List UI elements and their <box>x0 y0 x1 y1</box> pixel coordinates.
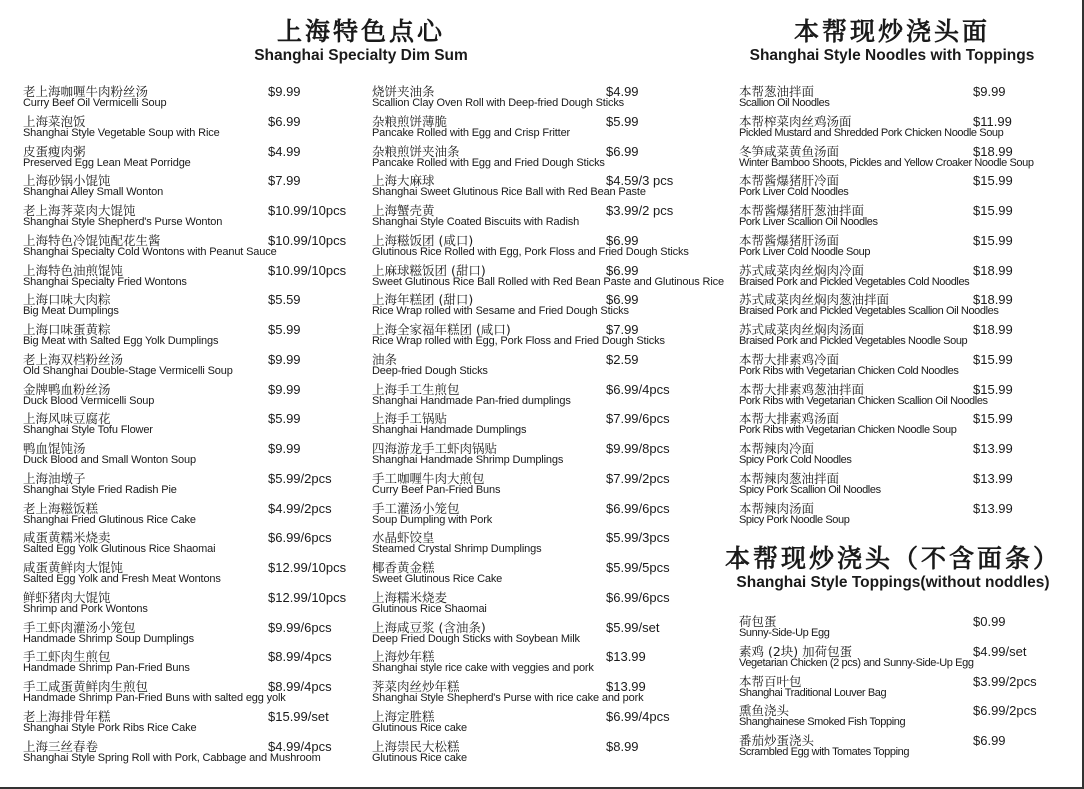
menu-item-price: $6.99/4pcs <box>606 381 670 397</box>
menu-item <box>23 292 363 322</box>
menu-item-name-en: Deep-fried Dough Sticks <box>372 364 488 377</box>
menu-item <box>23 173 363 203</box>
menu-item-price: $4.99/4pcs <box>268 738 332 754</box>
menu-item-price: $12.99/10pcs <box>268 560 347 575</box>
menu-item-price: $4.99 <box>606 84 639 99</box>
menu-item-price: $6.99 <box>606 292 639 308</box>
menu-item-price: $15.99 <box>973 351 1013 367</box>
menu-item-name-zh: 杂粮煎饼薄脆 <box>372 113 448 129</box>
menu-item-price: $18.99 <box>973 262 1013 278</box>
menu-item-name-en: Shanghainese Smoked Fish Topping <box>739 716 906 729</box>
menu-item-name-en: Rice Wrap rolled with Egg, Pork Floss and Fried Dough Sticks <box>372 335 665 347</box>
menu-item-name-en: Big Meat with Salted Egg Yolk Dumplings <box>23 335 219 347</box>
menu-item-name-zh: 苏式咸菜肉丝焖肉葱油拌面 <box>739 292 890 308</box>
menu-item-name-zh: 上海定胜糕 <box>372 708 435 724</box>
menu-item <box>23 203 363 233</box>
menu-item-name-en: Glutinous Rice Shaomai <box>372 602 487 615</box>
menu-item-price: $9.99 <box>268 441 301 456</box>
menu-item <box>372 441 732 471</box>
menu-item-name-zh: 本帮百叶包 <box>739 673 802 689</box>
menu-item-name-zh: 本帮大排素鸡葱油拌面 <box>739 381 865 397</box>
menu-item <box>23 471 363 501</box>
menu-item-name-zh: 上海风味豆腐花 <box>23 411 111 427</box>
menu-item <box>372 739 732 769</box>
menu-item-name-zh: 冬笋咸菜黄鱼汤面 <box>739 143 840 159</box>
menu-item <box>23 263 363 293</box>
menu-item <box>739 501 1069 531</box>
menu-item-price: $15.99 <box>973 381 1013 397</box>
menu-item-price: $7.99/6pcs <box>606 411 670 427</box>
dimsum-column-2 <box>372 84 732 768</box>
menu-item-name-zh: 上海手工生煎包 <box>372 381 460 397</box>
menu-item-price: $5.99/5pcs <box>606 560 670 575</box>
menu-item-name-en: Shrimp and Pork Wontons <box>23 602 148 615</box>
menu-item-price: $7.99/2pcs <box>606 470 670 486</box>
menu-item-price: $5.99 <box>606 113 639 129</box>
menu-item-price: $3.99/2 pcs <box>606 203 674 218</box>
menu-item <box>23 84 363 114</box>
menu-item-name-zh: 咸蛋黄鲜肉大馄饨 <box>23 560 124 575</box>
menu-item-price: $18.99 <box>973 322 1013 337</box>
menu-item-price: $5.99/3pcs <box>606 530 670 546</box>
menu-item-name-zh: 上海特色冷馄饨配花生酱 <box>23 232 161 248</box>
noodles-column <box>739 84 1069 530</box>
menu-item-price: $15.99 <box>973 173 1013 189</box>
menu-item-name-zh: 手工虾肉生煎包 <box>23 649 111 665</box>
menu-item <box>372 530 732 560</box>
menu-item-name-zh: 金牌鸭血粉丝汤 <box>23 381 111 397</box>
menu-item <box>372 649 732 679</box>
menu-item-price: $10.99/10pcs <box>268 232 347 248</box>
menu-item <box>739 114 1069 144</box>
menu-item-name-zh: 老上海糍饭糕 <box>23 500 99 516</box>
menu-item <box>739 173 1069 203</box>
menu-item-name-zh: 苏式咸菜肉丝焖肉冷面 <box>739 262 865 278</box>
menu-item-name-zh: 鸭血馄饨汤 <box>23 441 86 456</box>
noodles-title-en: Shanghai Style Noodles with Toppings <box>749 47 1035 64</box>
menu-item-name-en: Winter Bamboo Shoots, Pickles and Yellow Croaker Noodle Soup <box>739 156 1034 169</box>
menu-item-name-en: Soup Dumpling with Pork <box>372 513 493 526</box>
menu-item <box>739 644 1069 674</box>
menu-item <box>739 84 1069 114</box>
menu-item <box>739 441 1069 471</box>
menu-item-name-en: Shanghai Alley Small Wonton <box>23 186 164 199</box>
menu-item-name-en: Pork Liver Cold Noodle Soup <box>739 245 871 258</box>
menu-item <box>23 352 363 382</box>
menu-item-name-en: Salted Egg Yolk Glutinous Rice Shaomai <box>23 543 216 556</box>
menu-item-name-en: Pork Liver Cold Noodles <box>739 186 849 199</box>
menu-item <box>372 263 732 293</box>
menu-item <box>372 233 732 263</box>
menu-item-price: $13.99 <box>606 679 646 694</box>
menu-item-name-en: Shanghai Style Tofu Flower <box>23 424 153 437</box>
menu-item-name-en: Shanghai Style Pork Ribs Rice Cake <box>23 721 197 734</box>
menu-item-name-en: Shanghai Style Spring Roll with Pork, Cabbage and Mushroom <box>23 751 321 764</box>
menu-item-name-en: Scallion Oil Noodles <box>739 97 830 109</box>
menu-item-name-zh: 烧饼夹油条 <box>372 84 435 99</box>
menu-item-name-en: Glutinous Rice cake <box>372 721 467 734</box>
menu-item-price: $15.99 <box>973 411 1013 427</box>
menu-item-name-zh: 上海三丝春卷 <box>23 738 99 754</box>
menu-item-price: $5.99/set <box>606 619 660 635</box>
menu-item-name-zh: 四海游龙手工虾肉锅贴 <box>372 441 498 456</box>
menu-item-price: $6.99/6pcs <box>606 500 670 516</box>
menu-item <box>739 674 1069 704</box>
menu-item <box>739 322 1069 352</box>
menu-item-name-en: Shanghai Sweet Glutinous Rice Ball with Red Bean Paste <box>372 186 646 199</box>
menu-item-name-en: Glutinous Rice cake <box>372 751 467 764</box>
menu-item-name-zh: 本帮辣肉冷面 <box>739 441 815 456</box>
menu-item-name-zh: 上海蟹壳黄 <box>372 203 435 218</box>
menu-item-name-en: Pancake Rolled with Egg and Fried Dough Sticks <box>372 156 605 169</box>
menu-item-name-zh: 上海全家福年糕团 (咸口) <box>372 322 511 337</box>
menu-item-name-en: Scrambled Egg with Tomates Topping <box>739 746 910 758</box>
menu-item-name-en: Sunny-Side-Up Egg <box>739 627 830 639</box>
menu-item-name-en: Braised Pork and Pickled Vegetables Scallion Oil Noodles <box>739 305 999 318</box>
menu-item-name-en: Big Meat Dumplings <box>23 305 119 318</box>
menu-item-price: $6.99/2pcs <box>973 703 1037 719</box>
menu-item-price: $6.99 <box>606 143 639 159</box>
menu-item-name-zh: 本帮辣肉汤面 <box>739 500 815 516</box>
toppings-title-en: Shanghai Style Toppings(without noddles) <box>736 574 1050 591</box>
menu-item-name-zh: 上海菜泡饭 <box>23 113 86 129</box>
menu-item <box>372 84 732 114</box>
menu-item <box>372 173 732 203</box>
menu-item-name-en: Handmade Shrimp Pan-Fried Buns with salted egg yolk <box>23 692 286 704</box>
menu-item-name-en: Rice Wrap rolled with Sesame and Fried Dough Sticks <box>372 305 629 318</box>
menu-item <box>739 411 1069 441</box>
dimsum-heading <box>236 18 486 66</box>
menu-item-name-zh: 本帮大排素鸡冷面 <box>739 351 840 367</box>
menu-item-name-zh: 皮蛋瘦肉粥 <box>23 143 86 159</box>
menu-item <box>23 679 363 709</box>
menu-item-price: $5.99/2pcs <box>268 470 332 486</box>
menu-item <box>372 411 732 441</box>
menu-item-price: $18.99 <box>973 143 1013 159</box>
menu-item-price: $7.99 <box>268 173 301 189</box>
menu-item-name-en: Braised Pork and Pickled Vegetables Noodle Soup <box>739 335 968 347</box>
menu-item-name-zh: 上海口味蛋黄粽 <box>23 322 111 337</box>
menu-item-name-en: Handmade Shrimp Pan-Fried Buns <box>23 662 190 675</box>
menu-item-price: $5.99 <box>268 322 301 337</box>
menu-item <box>23 739 363 769</box>
menu-item-price: $18.99 <box>973 292 1013 308</box>
menu-item <box>372 322 732 352</box>
menu-item <box>23 709 363 739</box>
menu-item-price: $0.99 <box>973 614 1006 629</box>
menu-item-name-zh: 手工咸蛋黄鲜肉生煎包 <box>23 679 149 694</box>
menu-item <box>23 501 363 531</box>
menu-item-name-zh: 本帮榨菜肉丝鸡汤面 <box>739 113 852 129</box>
menu-item-name-en: Shanghai Traditional Louver Bag <box>739 686 887 699</box>
menu-item-name-en: Pork Ribs with Vegetarian Chicken Noodle Soup <box>739 424 957 437</box>
noodles-title-zh: 本帮现炒浇头面 <box>793 17 990 46</box>
menu-item <box>372 501 732 531</box>
menu-item-price: $6.99/4pcs <box>606 708 670 724</box>
menu-item <box>23 560 363 590</box>
menu-item-name-en: Pickled Mustard and Shredded Pork Chicken Noodle Soup <box>739 126 1004 139</box>
menu-item-name-en: Curry Beef Pan-Fried Buns <box>372 483 501 496</box>
menu-item <box>372 292 732 322</box>
menu-item <box>23 590 363 620</box>
menu-item-name-zh: 荠菜肉丝炒年糕 <box>372 679 460 694</box>
menu-item-name-zh: 荷包蛋 <box>739 614 777 629</box>
menu-item <box>372 679 732 709</box>
menu-item <box>23 322 363 352</box>
menu-item <box>739 471 1069 501</box>
menu-item-price: $9.99/8pcs <box>606 441 670 456</box>
menu-item <box>372 352 732 382</box>
menu-item <box>372 144 732 174</box>
menu-item-price: $5.99 <box>268 411 301 427</box>
menu-item-price: $15.99 <box>973 203 1013 218</box>
menu-item <box>23 411 363 441</box>
menu-item-name-en: Old Shanghai Double-Stage Vermicelli Soup <box>23 364 233 377</box>
menu-item-price: $5.59 <box>268 292 301 308</box>
menu-item <box>23 233 363 263</box>
menu-item <box>739 292 1069 322</box>
menu-item-name-zh: 上海崇民大松糕 <box>372 738 460 754</box>
menu-item-name-en: Shanghai Style Fried Radish Pie <box>23 483 177 496</box>
menu-item <box>372 382 732 412</box>
menu-item <box>739 352 1069 382</box>
menu-item-price: $2.59 <box>606 351 639 367</box>
menu-item-name-zh: 本帮葱油拌面 <box>739 84 815 99</box>
menu-item-name-en: Handmade Shrimp Soup Dumplings <box>23 632 194 645</box>
menu-item-name-zh: 番茄炒蛋浇头 <box>739 733 815 748</box>
menu-item-name-en: Spicy Pork Noodle Soup <box>739 513 850 526</box>
menu-item-price: $13.99 <box>973 500 1013 516</box>
dimsum-column-1 <box>23 84 363 768</box>
toppings-column <box>739 614 1069 763</box>
menu-item <box>23 144 363 174</box>
menu-item-name-zh: 老上海咖喱牛肉粉丝汤 <box>23 84 149 99</box>
toppings-heading <box>717 545 1069 593</box>
menu-item-price: $15.99 <box>973 232 1013 248</box>
menu-item-name-zh: 上海炒年糕 <box>372 649 435 665</box>
menu-item <box>23 649 363 679</box>
menu-item <box>23 620 363 650</box>
noodles-heading <box>732 18 1052 66</box>
menu-item <box>23 441 363 471</box>
menu-item-price: $12.99/10pcs <box>268 589 347 605</box>
menu-item-name-en: Duck Blood and Small Wonton Soup <box>23 454 196 466</box>
menu-item-price: $7.99 <box>606 322 639 337</box>
menu-item <box>372 620 732 650</box>
menu-item-name-en: Shanghai Specialty Fried Wontons <box>23 275 187 288</box>
menu-item-price: $9.99 <box>973 84 1006 99</box>
menu-item-name-en: Pancake Rolled with Egg and Crisp Fritter <box>372 126 571 139</box>
menu-item-name-en: Sweet Glutinous Rice Cake <box>372 573 503 585</box>
menu-item-price: $3.99/2pcs <box>973 673 1037 689</box>
menu-item-name-zh: 上海年糕团 (甜口) <box>372 292 474 308</box>
menu-item-name-zh: 上海手工锅贴 <box>372 411 448 427</box>
menu-item-price: $6.99/6pcs <box>606 589 670 605</box>
menu-item-price: $13.99 <box>973 441 1013 456</box>
menu-item-price: $4.99/2pcs <box>268 500 332 516</box>
menu-item-name-en: Pork Ribs with Vegetarian Chicken Scallion Oil Noodles <box>739 394 988 407</box>
menu-item <box>739 233 1069 263</box>
menu-item-name-zh: 水晶虾饺皇 <box>372 530 435 546</box>
menu-item-name-en: Pork Liver Scallion Oil Noodles <box>739 216 878 228</box>
menu-item-name-zh: 油条 <box>372 351 398 367</box>
menu-item <box>739 203 1069 233</box>
menu-item-name-en: Shanghai Fried Glutinous Rice Cake <box>23 513 196 526</box>
menu-item-name-en: Shanghai Handmade Pan-fried dumplings <box>372 394 571 407</box>
menu-item-name-en: Spicy Pork Scallion Oil Noodles <box>739 483 881 496</box>
menu-item-name-zh: 老上海荠菜肉大馄饨 <box>23 203 136 218</box>
menu-item-price: $11.99 <box>973 113 1012 129</box>
menu-item-name-en: Scallion Clay Oven Roll with Deep-fried Dough Sticks <box>372 97 625 109</box>
menu-item-name-en: Braised Pork and Pickled Vegetables Cold Noodles <box>739 275 970 288</box>
menu-item <box>23 114 363 144</box>
menu-item <box>739 703 1069 733</box>
menu-item-price: $10.99/10pcs <box>268 203 347 218</box>
menu-item-name-en: Shanghai Style Coated Biscuits with Radish <box>372 216 580 228</box>
menu-item <box>372 203 732 233</box>
menu-item <box>23 382 363 412</box>
menu-item-name-zh: 上海大麻球 <box>372 173 435 189</box>
menu-item-name-en: Duck Blood Vermicelli Soup <box>23 394 155 407</box>
menu-item-name-en: Glutinous Rice Rolled with Egg, Pork Floss and Fried Dough Sticks <box>372 245 689 258</box>
menu-item <box>372 471 732 501</box>
menu-item-price: $13.99 <box>606 649 646 665</box>
menu-item-name-zh: 杂粮煎饼夹油条 <box>372 143 460 159</box>
menu-item-name-zh: 本帮酱爆猪肝冷面 <box>739 173 840 189</box>
menu-item-name-zh: 手工虾肉灌汤小笼包 <box>23 619 136 635</box>
menu-item-name-en: Preserved Egg Lean Meat Porridge <box>23 156 191 169</box>
menu-item-price: $6.99 <box>606 262 639 278</box>
menu-item-price: $6.99 <box>606 232 639 248</box>
menu-item-name-en: Spicy Pork Cold Noodles <box>739 454 852 466</box>
menu-item <box>372 590 732 620</box>
menu-item <box>739 382 1069 412</box>
menu-item <box>372 114 732 144</box>
menu-item-price: $10.99/10pcs <box>268 262 347 278</box>
menu-item-name-zh: 本帮辣肉葱油拌面 <box>739 470 840 486</box>
menu-item-name-zh: 上海糯米烧麦 <box>372 589 448 605</box>
menu-item-price: $8.99/4pcs <box>268 679 332 694</box>
menu-item-name-en: Deep Fried Dough Sticks with Soybean Milk <box>372 632 580 645</box>
menu-item-price: $4.59/3 pcs <box>606 173 674 189</box>
menu-item-price: $9.99/6pcs <box>268 619 332 635</box>
menu-item <box>739 144 1069 174</box>
dimsum-title-zh: 上海特色点心 <box>276 17 445 46</box>
dimsum-title-en: Shanghai Specialty Dim Sum <box>254 47 468 64</box>
menu-item-name-zh: 椰香黄金糕 <box>372 560 435 575</box>
menu-item-name-zh: 本帮酱爆猪肝汤面 <box>739 232 840 248</box>
menu-item-name-zh: 上海砂锅小馄饨 <box>23 173 111 189</box>
menu-item-name-zh: 手工灌汤小笼包 <box>372 500 460 516</box>
menu-item-name-zh: 上海咸豆浆 (含油条) <box>372 619 486 635</box>
menu-item-name-en: Shanghai Style Shepherd's Purse with rice cake and pork <box>372 692 644 704</box>
menu-item <box>739 263 1069 293</box>
menu-item-name-zh: 老上海双档粉丝汤 <box>23 351 124 367</box>
menu-item-name-zh: 苏式咸菜肉丝焖肉汤面 <box>739 322 865 337</box>
menu-item-name-zh: 本帮酱爆猪肝葱油拌面 <box>739 203 865 218</box>
menu-item-price: $15.99/set <box>268 708 329 724</box>
menu-item-name-zh: 上海特色油煎馄饨 <box>23 262 124 278</box>
menu-item-name-en: Curry Beef Oil Vermicelli Soup <box>23 97 167 109</box>
menu-item-name-zh: 上麻球糍饭团 (甜口) <box>372 262 486 278</box>
menu-item-name-zh: 熏鱼浇头 <box>739 703 790 719</box>
menu-item-name-en: Vegetarian Chicken (2 pcs) and Sunny-Side-Up Egg <box>739 656 974 669</box>
menu-item-price: $9.99 <box>268 381 301 397</box>
menu-item-name-zh: 上海口味大肉粽 <box>23 292 111 308</box>
menu-item-name-zh: 鲜虾猪肉大馄饨 <box>23 589 111 605</box>
menu-item-price: $4.99/set <box>973 643 1027 659</box>
menu-item-price: $6.99/6pcs <box>268 530 332 546</box>
menu-item-price: $6.99 <box>268 113 301 129</box>
menu-item-name-en: Pork Ribs with Vegetarian Chicken Cold Noodles <box>739 364 959 377</box>
menu-item-name-en: Shanghai Style Vegetable Soup with Rice <box>23 126 220 139</box>
menu-item-name-zh: 本帮大排素鸡汤面 <box>739 411 840 427</box>
menu-item-name-zh: 素鸡 (2块) 加荷包蛋 <box>739 643 853 659</box>
menu-item-name-zh: 上海油墩子 <box>23 470 86 486</box>
menu-item-price: $6.99 <box>973 733 1006 748</box>
menu-item <box>23 530 363 560</box>
menu-item <box>372 709 732 739</box>
menu-item <box>372 560 732 590</box>
menu-item-name-en: Salted Egg Yolk and Fresh Meat Wontons <box>23 573 221 585</box>
menu-item-name-zh: 咸蛋黄糯米烧卖 <box>23 530 111 546</box>
menu-item-price: $9.99 <box>268 84 301 99</box>
menu-item-price: $13.99 <box>973 470 1013 486</box>
menu-item-name-en: Shanghai Style Shepherd's Purse Wonton <box>23 216 223 228</box>
menu-item-price: $8.99 <box>606 738 639 754</box>
menu-item-name-en: Sweet Glutinous Rice Ball Rolled with Red Bean Paste and Glutinous Rice <box>372 275 724 288</box>
menu-item-price: $4.99 <box>268 143 301 159</box>
menu-item-name-en: Shanghai Handmade Dumplings <box>372 424 527 437</box>
menu-item-name-zh: 手工咖喱牛肉大煎包 <box>372 470 485 486</box>
menu-item <box>739 733 1069 763</box>
menu-item-name-en: Shanghai style rice cake with veggies and pork <box>372 662 594 675</box>
menu-item-name-zh: 老上海排骨年糕 <box>23 708 111 724</box>
toppings-title-zh: 本帮现炒浇头（不含面条） <box>724 544 1061 573</box>
menu-item-name-en: Shanghai Specialty Cold Wontons with Peanut Sauce <box>23 245 277 258</box>
menu-item-name-en: Shanghai Handmade Shrimp Dumplings <box>372 454 564 466</box>
menu-item <box>739 614 1069 644</box>
menu-item-price: $8.99/4pcs <box>268 649 332 665</box>
menu-item-name-zh: 上海糍饭团 (咸口) <box>372 232 474 248</box>
menu-item-price: $9.99 <box>268 351 301 367</box>
menu-item-name-en: Steamed Crystal Shrimp Dumplings <box>372 543 542 556</box>
